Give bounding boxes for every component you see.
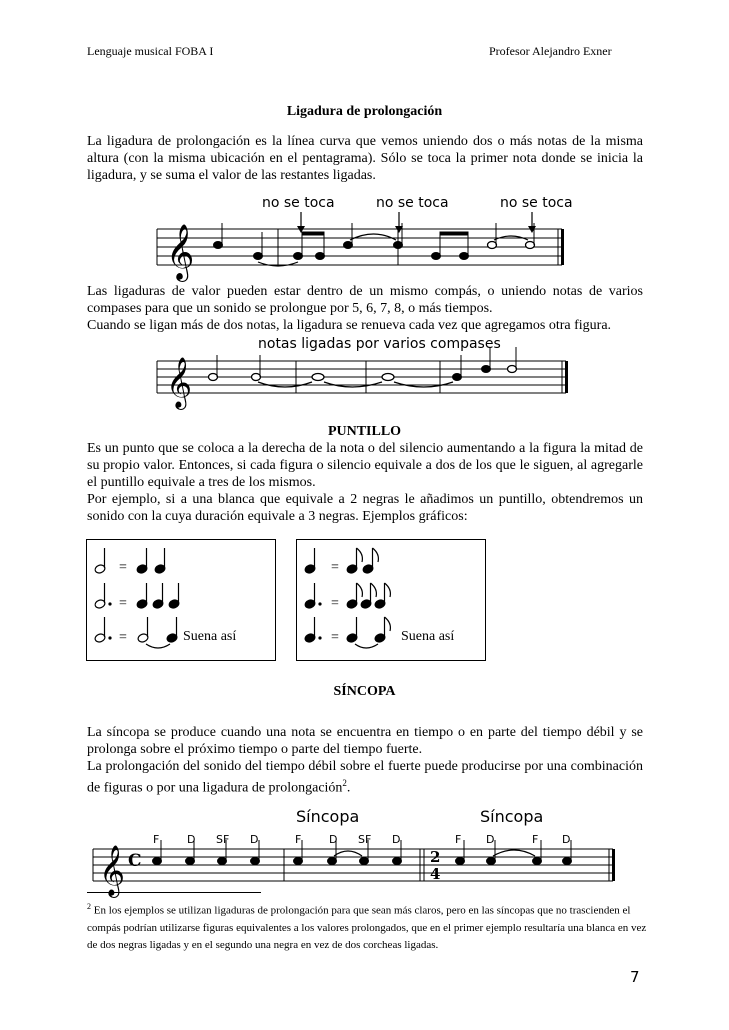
label-sincopa-2: Síncopa (480, 807, 544, 826)
section-title-ligadura: Ligadura de prolongación (286, 104, 443, 119)
accent-label: D (187, 833, 196, 846)
accent-label: F (455, 833, 462, 846)
accent-label: F (153, 833, 160, 846)
header-right: Profesor Alejandro Exner (489, 44, 612, 58)
accent-label: D (329, 833, 338, 846)
footnote (87, 898, 647, 954)
suena-asi-right: Suena así (401, 629, 455, 644)
section-title-puntillo: PUNTILLO (327, 424, 402, 439)
footnote-text: En los ejemplos se utilizan ligaduras de prolongación para que sean más claros, pero en las síncopas que no trascienden el compás podrían utilizarse figuras equivalentes a los valores prolongados, que en el primer ejemplo resultaría una blanca en vez de dos negras ligadas y en el segundo una negra en vez de dos corcheas ligadas. (87, 904, 647, 951)
time-signature-bottom: 4 (430, 865, 441, 883)
accent-label: D (486, 833, 495, 846)
accent-label: D (392, 833, 401, 846)
treble-clef-icon: 𝄞 (166, 357, 193, 408)
equals-sign: = (119, 630, 127, 645)
label-no-se-toca-3: no se toca (500, 195, 573, 211)
paragraph-puntillo-ejemplo: Por ejemplo, si a una blanca que equivale a 2 negras le añadimos un puntillo, obtendremos un sonido con la cuya duración equivale a 3 negras. Ejemplos gráficos: (87, 492, 643, 524)
page-number: 7 (630, 968, 640, 986)
accent-label: D (250, 833, 259, 846)
common-time-icon: C (128, 851, 142, 871)
accent-label: F (532, 833, 539, 846)
accent-label: SF (358, 833, 372, 846)
label-notas-ligadas: notas ligadas por varios compases (258, 336, 501, 352)
paragraph-sincopa-def: La síncopa se produce cuando una nota se encuentra en tiempo o en parte del tiempo débil y se prolonga sobre el próximo tiempo o parte del tiempo fuerte. (87, 725, 643, 757)
section-title-sincopa: SÍNCOPA (333, 684, 396, 699)
paragraph-period: . (346, 780, 351, 796)
time-signature-top: 2 (430, 848, 441, 866)
treble-clef-icon: 𝄞 (166, 224, 195, 280)
label-no-se-toca-2: no se toca (376, 195, 449, 211)
suena-asi-left: Suena así (183, 629, 237, 644)
footnote-separator (87, 892, 261, 893)
paragraph-ligaduras-valor: Las ligaduras de valor pueden estar dentro de un mismo compás, o uniendo notas de varios compases para que un sonido se prolongue por 5, 6, 7, 8, o más tiempos. (87, 284, 643, 316)
equals-sign: = (119, 560, 127, 575)
equals-sign: = (119, 596, 127, 611)
header-left: Lenguaje musical FOBA I (87, 44, 214, 58)
paragraph-ligadura-def: La ligadura de prolongación es la línea curva que vemos uniendo dos o más notas de la misma altura (con la misma ubicación en el pentagrama). Sólo se toca la primer nota donde se inicia la ligadura, y se suma el valor de las restantes ligadas. (87, 134, 643, 183)
accent-label: F (295, 833, 302, 846)
equals-sign: = (331, 596, 339, 611)
accent-label: SF (216, 833, 230, 846)
label-sincopa-1: Síncopa (296, 807, 360, 826)
paragraph-ligadura-renueva: Cuando se ligan más de dos notas, la ligadura se renueva cada vez que agregamos otra figura. (87, 318, 612, 333)
footnote-number: 2 (87, 902, 91, 911)
footnote-ref[interactable]: 2 (342, 778, 347, 788)
treble-clef-icon: 𝄞 (99, 845, 126, 896)
paragraph-sincopa-text: La prolongación del sonido del tiempo débil sobre el fuerte puede producirse por una combinación de figuras o por una ligadura de prolongación (87, 759, 643, 796)
paragraph-puntillo-def: Es un punto que se coloca a la derecha de la nota o del silencio aumentando a la figura la mitad de su propio valor. Entonces, si cada figura o silencio equivale a dos de los que le siguen, al agregarle el puntillo equivale a tres de los mismos. (87, 441, 643, 490)
accent-label: D (562, 833, 571, 846)
equals-sign: = (331, 630, 339, 645)
equals-sign: = (331, 560, 339, 575)
label-no-se-toca-1: no se toca (262, 195, 335, 211)
